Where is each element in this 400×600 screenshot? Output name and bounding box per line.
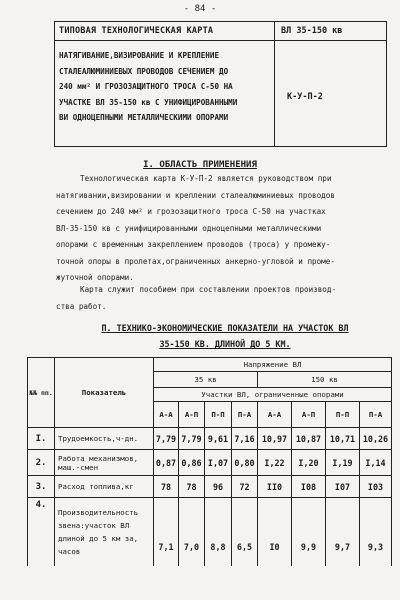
cell-value: 0,86 — [179, 450, 205, 476]
sub-header: А-А — [154, 402, 179, 428]
cell-value: 96 — [205, 476, 232, 498]
cell-value: 7,1 — [154, 498, 179, 566]
cell-value: 7,0 — [179, 498, 205, 566]
cell-value: 10,87 — [292, 428, 326, 450]
section1-paragraph2 — [56, 282, 396, 315]
paragraph-line: натягивании,визировании и креплении сталеалюминиевых проводов — [56, 190, 335, 200]
cell-value: 78 — [179, 476, 205, 498]
cell-value: 0,87 — [154, 450, 179, 476]
cell-value: 7,79 — [154, 428, 179, 450]
row-number: 3. — [28, 476, 55, 498]
cell-value: 9,9 — [292, 498, 326, 566]
sub-header: П-П — [205, 402, 232, 428]
row-label: Расход топлива,кг — [55, 476, 154, 498]
cell-value: 6,5 — [232, 498, 258, 566]
paragraph-line: жуточной опорами. — [56, 273, 134, 282]
cell-value: I07 — [326, 476, 360, 498]
table-row — [28, 428, 392, 450]
paragraph-line: ВЛ-35-150 кв с унифицированными одноцепными металлическими — [56, 223, 322, 233]
row-number: 2. — [28, 450, 55, 476]
description-line: СТАЛЕАЛЮМИНИЕВЫХ ПРОВОДОВ СЕЧЕНИЕМ ДО — [59, 66, 229, 76]
cell-value: 78 — [154, 476, 179, 498]
cell-value: 9,61 — [205, 428, 232, 450]
sub-header: П-А — [232, 402, 258, 428]
cell-value: 7,79 — [179, 428, 205, 450]
description-line: НАТЯГИВАНИЕ,ВИЗИРОВАНИЕ И КРЕПЛЕНИЕ — [59, 51, 220, 60]
table-row — [28, 476, 392, 498]
col-indicator-header: Показатель — [55, 358, 154, 428]
section1-title-text: I. ОБЛАСТЬ ПРИМЕНЕНИЯ — [143, 160, 257, 170]
paragraph-line: опорами с временным закреплением проводов (троса) у промежу- — [56, 240, 331, 249]
section2-title-line1: П. ТЕХНИКО-ЭКОНОМИЧЕСКИЕ ПОКАЗАТЕЛИ НА УЧАСТОК ВЛ — [101, 323, 349, 333]
cell-value: 9,7 — [326, 498, 360, 566]
cell-value: 72 — [232, 476, 258, 498]
header-description — [59, 48, 273, 126]
page-number: - 84 - — [183, 4, 217, 14]
row-label: Работа механизмов, маш.-смен — [55, 450, 154, 476]
row-label: Трудоемкость,ч-дн. — [55, 428, 154, 450]
header-table — [54, 21, 387, 147]
sub-header: П-П — [326, 402, 360, 428]
voltage-35-header: 35 кв — [154, 372, 258, 388]
cell-value: 9,3 — [360, 498, 392, 566]
paragraph-line: сечением до 240 мм² и грозозащитного троса С-50 на участках — [56, 207, 326, 216]
cell-value: I08 — [292, 476, 326, 498]
cell-value: I,14 — [360, 450, 392, 476]
description-line: ВИ ОДНОЦЕПНЫМИ МЕТАЛЛИЧЕСКИМИ ОПОРАМИ — [59, 113, 229, 122]
cell-value: 7,16 — [232, 428, 258, 450]
cell-value: I,20 — [292, 450, 326, 476]
paragraph-line: ства работ. — [56, 301, 107, 311]
sub-header: А-П — [179, 402, 205, 428]
header-divider-horizontal — [55, 40, 386, 41]
cell-value: I,19 — [326, 450, 360, 476]
row-label: Производительность звена:участок ВЛ длиной до 5 км за, часов — [55, 498, 154, 566]
cell-value: 8,8 — [205, 498, 232, 566]
row-number: 4. — [28, 498, 55, 566]
supports-header: Участки ВЛ, ограниченные опорами — [154, 388, 392, 402]
section1-paragraph1 — [56, 171, 396, 287]
section2-title — [60, 320, 390, 352]
sub-header: А-А — [258, 402, 292, 428]
cell-value: I0 — [258, 498, 292, 566]
cell-value: 0,80 — [232, 450, 258, 476]
indicators-table — [27, 357, 392, 566]
cell-value: I,22 — [258, 450, 292, 476]
table-row — [28, 450, 392, 476]
table-row — [28, 498, 392, 566]
header-left-heading: ТИПОВАЯ ТЕХНОЛОГИЧЕСКАЯ КАРТА — [59, 26, 214, 36]
cell-value: 10,71 — [326, 428, 360, 450]
section2-title-line2: 35-150 КВ. ДЛИНОЙ ДО 5 КМ. — [159, 339, 291, 349]
card-code: К-У-П-2 — [287, 92, 323, 102]
cell-value: 10,26 — [360, 428, 392, 450]
paragraph-line: Технологическая карта К-У-П-2 является руководством при — [80, 174, 332, 183]
sub-header: А-П — [292, 402, 326, 428]
col-num-header: №№ пп. — [28, 358, 55, 428]
paragraph-line: точной опоры в пролетах,ограниченных анкерно-угловой и проме- — [56, 256, 335, 266]
paragraph-line: Карта служит пособием при составлении проектов производ- — [80, 285, 337, 294]
cell-value: I03 — [360, 476, 392, 498]
cell-value: I,07 — [205, 450, 232, 476]
voltage-header: Напряжение ВЛ — [154, 358, 392, 372]
description-line: УЧАСТКЕ ВЛ 35-150 кв С УНИФИЦИРОВАННЫМИ — [59, 97, 238, 107]
voltage-150-header: 150 кв — [258, 372, 392, 388]
description-line: 240 мм² И ГРОЗОЗАЩИТНОГО ТРОСА С-50 НА — [59, 82, 233, 91]
section1-title — [0, 160, 400, 170]
sub-header: П-А — [360, 402, 392, 428]
cell-value: II0 — [258, 476, 292, 498]
header-right-heading: ВЛ 35-150 кв — [281, 26, 343, 36]
cell-value: 10,97 — [258, 428, 292, 450]
row-number: I. — [28, 428, 55, 450]
